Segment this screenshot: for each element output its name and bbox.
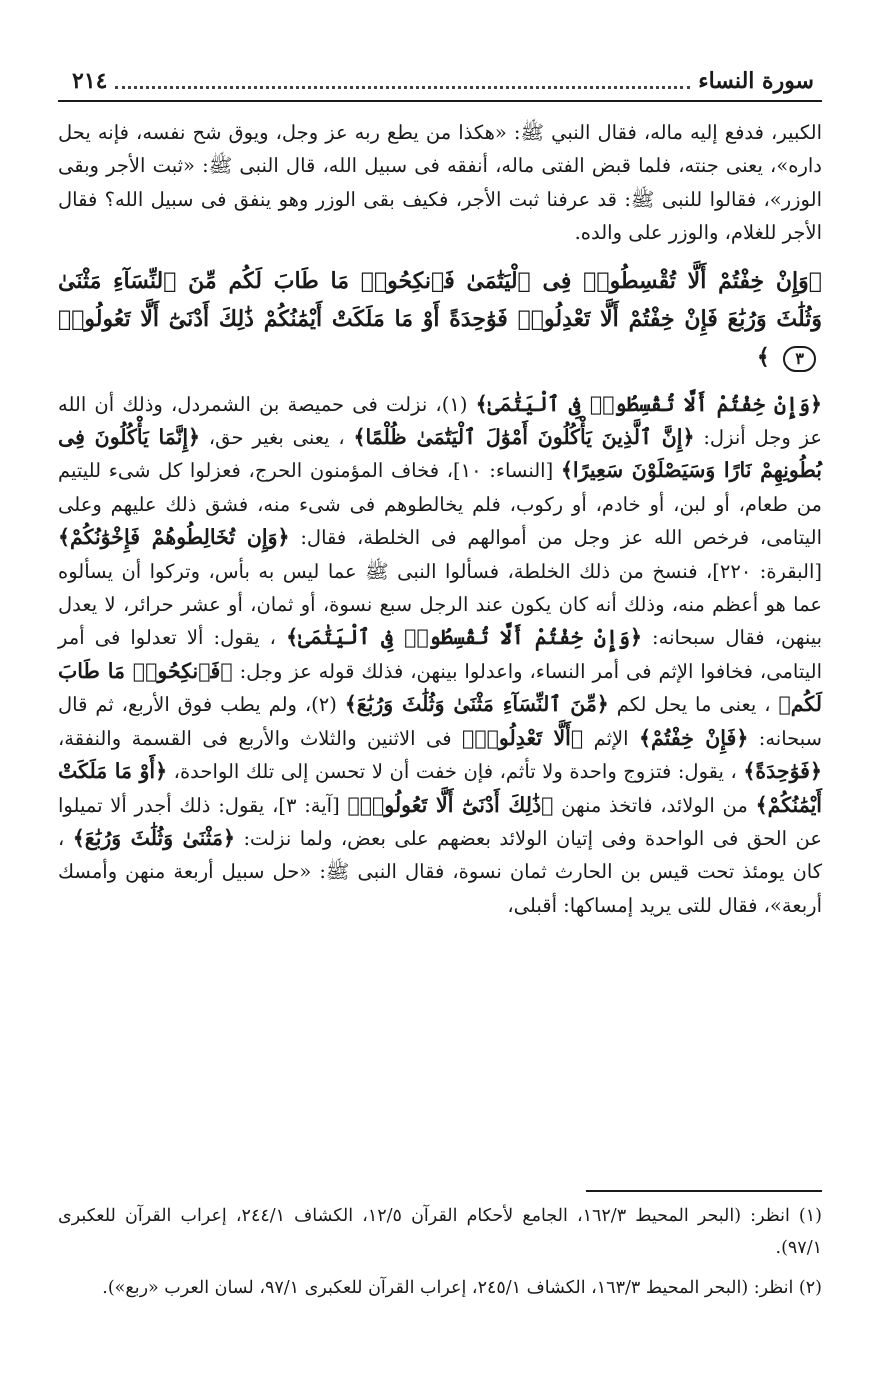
commentary-text: ، يقول: فتزوج واحدة ولا تأثم، فإن خفت أن لا تحسن إلى تلك الواحدة،	[167, 760, 744, 784]
quran-quote: ﴿مِّنَ ٱلنِّسَآءِ مَثْنَىٰ وَثُلَٰثَ وَرُبَٰعَ﴾	[344, 692, 609, 717]
commentary-text: ، كان يومئذ تحت قيس بن الحارث ثمان نسوة، فقال النبى ﷺ: «حل سبيل أربعة منهن وأمسك أربعة»، فقال للتى يريد إمساكها: أقبلى،	[58, 826, 822, 917]
page-number: ٢١٤	[72, 68, 108, 94]
commentary-text: [آية: ٣]، يقول: ذلك أجدر ألا تميلوا عن الحق فى الواحدة وفى إتيان الولائد بعضهم على بعض، ولما نزلت:	[58, 793, 822, 850]
footnote-2: (٢) انظر: (البحر المحيط ١٦٣/٣، الكشاف ٢٤٥/١، إعراب القرآن للعكبرى ٩٧/١، لسان العرب «ربع»).	[102, 1278, 822, 1298]
commentary-text: [النساء: ١٠]، فخاف المؤمنون الحرج، فعزلوا كل شىء لليتيم من طعام، أو لبن، أو خادم، أو ركوب، فلم يخالطوهم فى شىء منه، فشق ذلك عليهم وعلى اليتامى، فرخص الله عز وجل من أموالهم فى الخلطة، فقال:	[58, 459, 822, 550]
verse-number-marker: ٣	[783, 346, 816, 372]
page	[58, 62, 822, 922]
quran-quote: ﴿أَوْ مَا مَلَكَتْ أَيْمَٰنُكُمْ﴾	[58, 759, 822, 817]
footnote-1: (١) انظر: (البحر المحيط ١٦٢/٣، الجامع لأحكام القرآن ١٢/٥، الكشاف ٢٤٤/١، إعراب القرآن للعكبرى ٩٧/١).	[58, 1206, 822, 1258]
paragraph-intro: الكبير، فدفع إليه ماله، فقال النبي ﷺ: «هكذا من يطع ربه عز وجل، ويوق شح نفسه، فإنه يحل داره»، يعنى جنته، فلما قبض الفتى ماله، أنفقه فى سبيل الله، قال النبى ﷺ: «ثبت الأجر وبقى الوزر»، فقالوا للنبى ﷺ: قد عرفنا ثبت الأجر، فكيف بقى الوزر وهو ينفق فى سبيل الله؟ فقال الأجر للغلام، والوزر على والده.	[58, 121, 822, 245]
quran-quote: ﴿إِنَّمَا يَأْكُلُونَ فِى بُطُونِهِمْ نَارًا وَسَيَصْلَوْنَ سَعِيرًا﴾	[58, 425, 822, 483]
quran-quote: ﴿إِنَّ ٱلَّذِينَ يَأْكُلُونَ أَمْوَٰلَ ٱلْيَتَٰمَىٰ ظُلْمًا﴾	[353, 425, 695, 450]
footnotes	[58, 1190, 822, 1304]
verse-close-bracket: ﴾	[756, 343, 770, 370]
commentary-text: [البقرة: ٢٢٠]، فنسخ من ذلك الخلطة، فسألوا النبى ﷺ عما ليس به بأس، وتركوا أن يسألوه عما هو أعظم منه، وذلك أنه كان يكون عند الرجل سبع نسوة، أو ثمان، أو عشر حرائر، لا يعدل بينهن، فقال سبحانه:	[58, 559, 823, 650]
running-header	[58, 62, 822, 102]
quran-quote: ﴿أَلَّا تَعْدِلُوا۟﴾	[462, 725, 584, 750]
surah-name: سورة النساء	[698, 68, 814, 94]
footnote-separator	[586, 1190, 822, 1192]
quran-quote: ﴿ذَٰلِكَ أَدْنَىٰٓ أَلَّا تَعُولُوا۟﴾	[347, 792, 554, 817]
quran-quote: ﴿فَٱنكِحُوا۟ مَا طَابَ لَكُم﴾	[58, 658, 822, 717]
commentary-text: ، يقول: ألا تعدلوا فى أمر اليتامى، فخافوا الإثم فى أمر النساء، واعدلوا بينهن، فذلك قوله عز وجل:	[58, 626, 822, 683]
commentary-text: (٢)، ولم يطب فوق الأربع، ثم قال سبحانه:	[58, 693, 822, 750]
quran-quote: ﴿وَإِنْ خِفْتُمْ أَلَّا تُقْسِطُوا۟ فِى ٱلْيَتَٰمَىٰ﴾	[286, 625, 642, 650]
quran-quote: ﴿فَوَٰحِدَةً﴾	[743, 759, 822, 784]
commentary-text: الإثم	[583, 726, 639, 750]
commentary-text: من الولائد، فاتخذ منهن	[553, 793, 756, 817]
commentary-text: (١)، نزلت فى حميصة بن الشمردل، وذلك أن الله عز وجل أنزل:	[58, 392, 822, 450]
commentary-text: ، يعنى ما يحل لكم	[608, 693, 779, 717]
verse-text: ﴿وَإِنْ خِفْتُمْ أَلَّا تُقْسِطُوا۟ فِى ٱلْيَتَٰمَىٰ فَٱنكِحُوا۟ مَا طَابَ لَكُم مِّنَ ٱلنِّسَآءِ مَثْنَىٰ وَثُلَٰثَ وَرُبَٰعَ فَإِنْ خِفْتُمْ أَلَّا تَعْدِلُوا۟ فَوَٰحِدَةً أَوْ مَا مَلَكَتْ أَيْمَٰنُكُمْ ذَٰلِكَ أَدْنَىٰٓ أَلَّا تَعُولُوا۟	[58, 267, 822, 332]
quran-verse	[58, 262, 822, 376]
paragraph-commentary	[58, 388, 822, 923]
main-text	[58, 116, 822, 922]
quran-quote: ﴿وَإِنْ خِفْتُمْ أَلَّا تُقْسِطُوا۟ فِى ٱلْيَتَٰمَىٰ﴾	[475, 391, 823, 416]
header-leader-dots	[115, 86, 690, 89]
quran-quote: ﴿وَإِن تُخَالِطُوهُمْ فَإِخْوَٰنُكُمْ﴾	[58, 525, 290, 550]
commentary-text: ، يعنى بغير حق،	[200, 426, 354, 450]
commentary-text: فى الاثنين والثلاث والأربع فى القسمة والنفقة،	[58, 726, 463, 750]
quran-quote: ﴿مَثْنَىٰ وَثُلَٰثَ وَرُبَٰعَ﴾	[72, 825, 236, 850]
quran-quote: ﴿فَإِنْ خِفْتُمْ﴾	[638, 725, 749, 750]
